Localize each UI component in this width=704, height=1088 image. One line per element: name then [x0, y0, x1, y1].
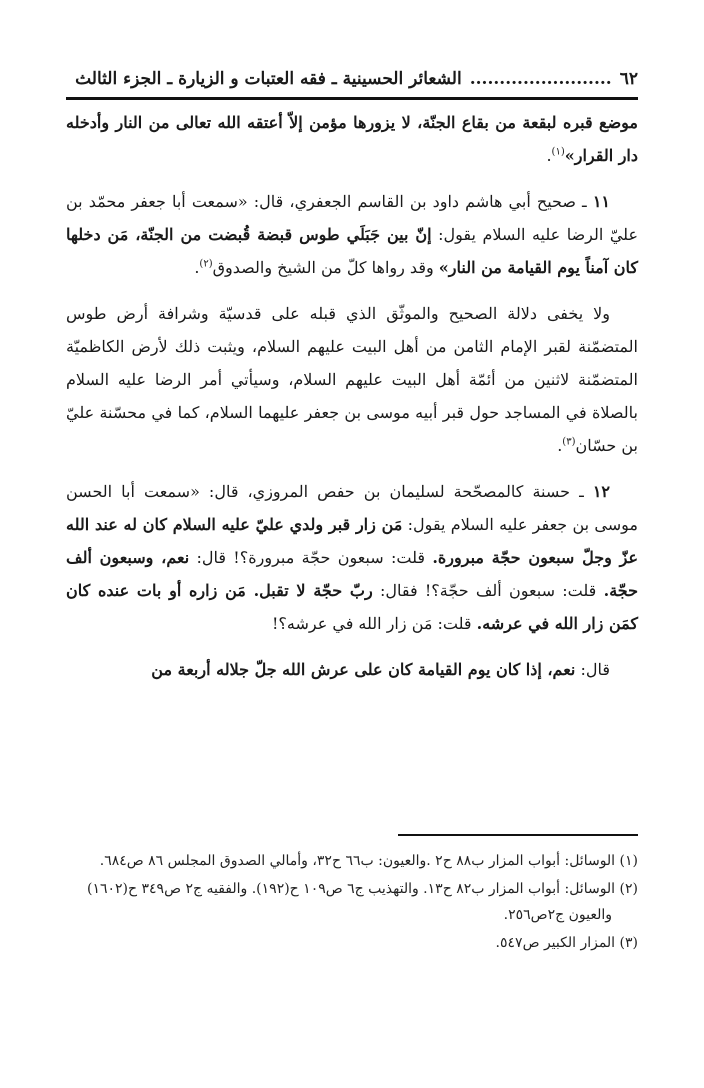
p4-quote-3: ربّ حجّة لا تقبل. مَن زاره أو بات عنده كان كمَن زار الله في عرشه.: [66, 581, 638, 633]
header-rule: [66, 97, 638, 100]
footnote-ref-2: (٢): [199, 258, 213, 270]
footnote-2: (٢) الوسائل: أبواب المزار ب٨٢ ح١٣. والتهذيب ج٦ ص١٠٩ ح(١٩٢). والفقيه ج٢ ص٣٤٩ ح(١٦٠٢) والعيون ج٢ص٢٥٦.: [87, 881, 638, 923]
hadith-number-11: ١١: [592, 192, 610, 211]
p2-tail: .: [194, 258, 200, 277]
page-header: [66, 62, 638, 96]
p4-text-1: ـ حسنة كالمصحّحة لسليمان بن حفص المروزي، قال: «سمعت أبا الحسن موسى بن جعفر عليه السلام يقول:: [66, 482, 638, 534]
main-text: [66, 106, 638, 699]
paragraph-5: [66, 653, 638, 686]
p4-text-2: قلت: سبعون حجّة مبرورة؟! قال:: [189, 548, 433, 567]
p5-quote: نعم، إذا كان يوم القيامة كان على عرش الله جلّ جلاله أربعة من: [151, 660, 576, 679]
footnote-ref-1: (١): [551, 146, 565, 158]
p2-text-1: ـ صحيح أبي هاشم داود بن القاسم الجعفري، قال: «سمعت أبا جعفر محمّد بن عليّ الرضا عليه السلام يقول:: [66, 192, 639, 244]
header-dots: ........................: [469, 69, 612, 89]
footnote-3: (٣) المزار الكبير ص٥٤٧.: [495, 935, 638, 951]
p4-text-3: قلت: سبعون ألف حجّة؟! فقال:: [372, 581, 604, 600]
paragraph-1: [66, 106, 638, 172]
footnote-ref-3: (٣): [562, 436, 576, 448]
p3-text: ولا يخفى دلالة الصحيح والموثّق الذي قبله على قدسيّة وشرافة أرض طوس المتضمّنة لقبر الإمام الثامن من أهل البيت عليهم السلام، ويثبت ذلك لأرض الكاظميّة المتضمّنة لاثنين من أئمّة أهل البيت عليهم السلام، وسيأتي أمر الرضا عليه السلام بالصلاة في المساجد حول قبر أبيه موسى بن جعفر عليهما السلام، كما في محسّنة عليّ بن حسّان: [66, 304, 638, 455]
hadith-number-12: ١٢: [592, 482, 610, 501]
running-title: الشعائر الحسينية ـ فقه العتبات و الزيارة ـ الجزء الثالث: [75, 69, 462, 89]
page-number: ٦٢: [619, 69, 638, 89]
paragraph-3: [66, 297, 638, 462]
paragraph-2: [66, 185, 638, 284]
footnote-1: (١) الوسائل: أبواب المزار ب٨٨ ح٢ .والعيون: ب٦٦ ح٣٢، وأمالي الصدوق المجلس ٨٦ ص٦٨٤.: [99, 853, 638, 869]
p2-text-2: وقد رواها كلّ من الشيخ والصدوق: [212, 258, 439, 277]
p4-text-4: قلت: مَن زار الله في عرشه؟!: [271, 614, 477, 633]
p1-tail: .: [546, 146, 552, 165]
footnote-rule: [398, 834, 638, 836]
paragraph-4: [66, 475, 638, 640]
footnotes: [66, 848, 638, 958]
p2-quote: إنّ بين جَبَلَي طوس قبضة قُبضت من الجنّة، مَن دخلها كان آمناً يوم القيامة من النار»: [66, 225, 638, 277]
p5-text: قال:: [575, 660, 610, 679]
p4-quote-1: مَن زار قبر ولدي عليّ عليه السلام كان له عند الله عزّ وجلّ سبعون حجّة مبرورة.: [66, 515, 638, 567]
p4-quote-2: نعم، وسبعون ألف حجّة.: [66, 548, 638, 600]
p1-quote: موضع قبره لبقعة من بقاع الجنّة، لا يزورها مؤمن إلاّ أعتقه الله تعالى من النار وأدخله دار القرار»: [66, 113, 638, 165]
p3-tail: .: [557, 436, 563, 455]
